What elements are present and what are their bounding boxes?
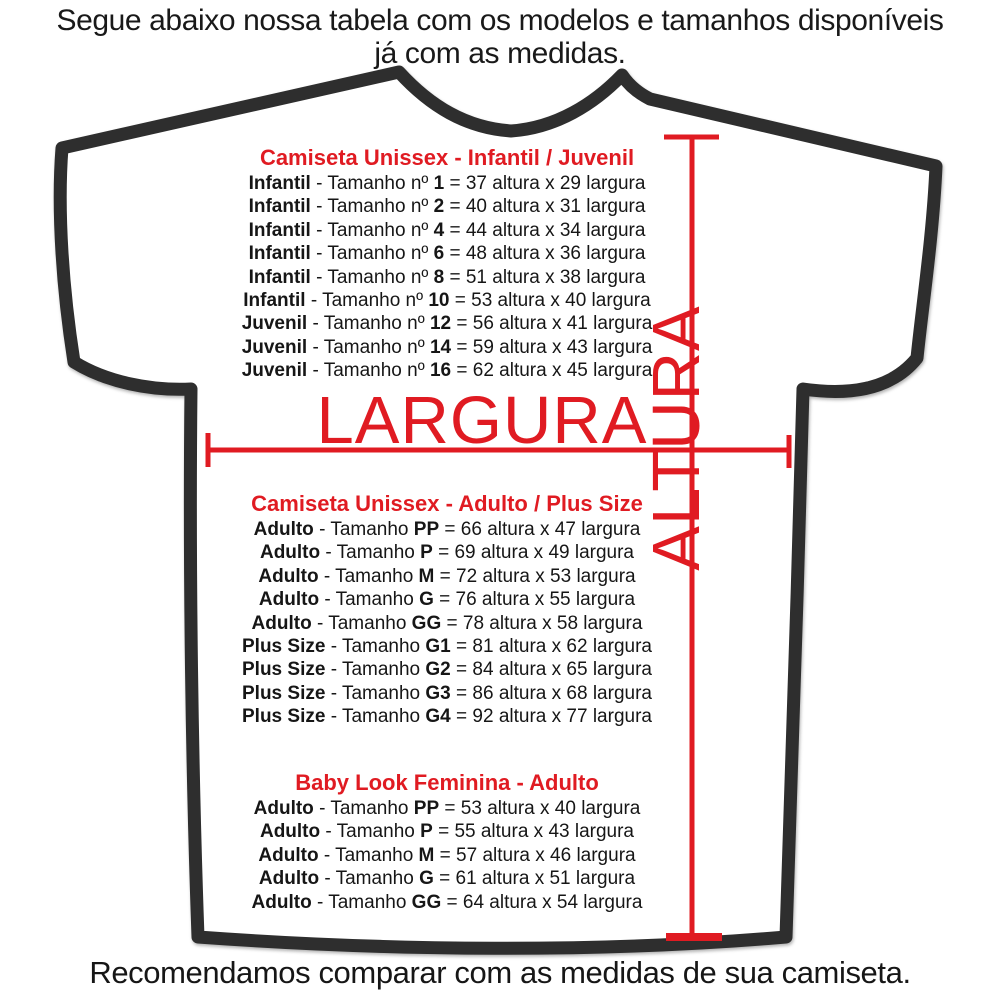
size-row-size: 12 bbox=[429, 313, 452, 335]
size-row-label: Adulto bbox=[251, 612, 312, 634]
size-row-mid: - Tamanho bbox=[318, 565, 419, 587]
size-row-label: Juvenil bbox=[241, 360, 308, 382]
size-row-mid: - Tamanho nº bbox=[307, 336, 430, 358]
section-rows bbox=[190, 518, 704, 729]
size-row-rest: = 53 altura x 40 largura bbox=[439, 798, 641, 819]
size-row bbox=[190, 359, 704, 382]
page-title-line1: Segue abaixo nossa tabela com os modelos e tamanhos disponíveis bbox=[56, 4, 944, 37]
size-row-label: Adulto bbox=[251, 891, 312, 913]
size-row-mid: - Tamanho bbox=[325, 659, 426, 681]
size-row-size: 16 bbox=[429, 360, 452, 382]
size-row bbox=[190, 518, 704, 541]
size-row bbox=[190, 195, 704, 218]
size-row-rest: = 51 altura x 38 largura bbox=[444, 266, 646, 288]
page-title-line2: já com as medidas. bbox=[374, 37, 626, 70]
size-row-size: 14 bbox=[429, 336, 452, 358]
size-row bbox=[190, 541, 704, 564]
size-row-rest: = 64 altura x 54 largura bbox=[441, 891, 643, 913]
size-row-mid: - Tamanho bbox=[319, 589, 420, 611]
size-row bbox=[190, 289, 704, 312]
size-row-mid: - Tamanho nº bbox=[310, 196, 434, 218]
size-row-label: Adulto bbox=[259, 821, 321, 843]
size-table-infantil-juvenil bbox=[190, 146, 704, 383]
size-row-rest: = 78 altura x 58 largura bbox=[441, 612, 643, 634]
size-row-label: Plus Size bbox=[242, 659, 326, 681]
size-row-size: PP bbox=[413, 519, 440, 540]
size-row-label: Adulto bbox=[259, 542, 321, 564]
size-row bbox=[190, 867, 704, 890]
size-row bbox=[190, 820, 704, 843]
section-rows bbox=[190, 797, 704, 914]
size-row-size: G1 bbox=[425, 636, 451, 658]
size-row-mid: - Tamanho nº bbox=[310, 266, 434, 288]
size-row-mid: - Tamanho bbox=[313, 519, 414, 540]
size-row-rest: = 44 altura x 34 largura bbox=[444, 219, 646, 241]
size-row-mid: - Tamanho nº bbox=[307, 313, 430, 335]
footer-note: Recomendamos comparar com as medidas de sua camiseta. bbox=[89, 955, 911, 990]
section-title: Baby Look Feminina - Adulto bbox=[295, 770, 599, 795]
size-row-rest: = 92 altura x 77 largura bbox=[450, 706, 652, 728]
size-row-label: Adulto bbox=[258, 844, 319, 866]
size-row-rest: = 76 altura x 55 largura bbox=[433, 589, 636, 611]
size-row-label: Infantil bbox=[243, 290, 306, 312]
size-row bbox=[190, 336, 704, 359]
size-row-mid: - Tamanho nº bbox=[310, 243, 434, 265]
size-row-mid: - Tamanho nº bbox=[307, 360, 430, 382]
size-row-label: Adulto bbox=[258, 868, 320, 890]
size-row-size: P bbox=[420, 542, 433, 564]
size-row-mid: - Tamanho bbox=[325, 636, 426, 658]
size-row bbox=[190, 565, 704, 588]
size-row-size: M bbox=[418, 844, 435, 866]
size-row-size: 10 bbox=[428, 290, 450, 312]
size-row-size: GG bbox=[411, 891, 442, 913]
size-row-mid: - Tamanho bbox=[325, 706, 426, 728]
size-row-label: Adulto bbox=[258, 589, 320, 611]
largura-label: LARGURA bbox=[316, 383, 648, 458]
size-row bbox=[190, 312, 704, 335]
size-row bbox=[190, 658, 704, 681]
section-title: Camiseta Unissex - Infantil / Juvenil bbox=[259, 145, 635, 170]
size-row-size: 6 bbox=[433, 243, 445, 265]
size-row-size: P bbox=[420, 821, 433, 843]
size-row-size: 8 bbox=[433, 266, 445, 288]
size-row-mid: - Tamanho bbox=[320, 542, 421, 564]
size-row-size: G bbox=[419, 589, 434, 611]
section-rows bbox=[190, 172, 704, 383]
size-row-mid: - Tamanho bbox=[318, 844, 419, 866]
size-row-rest: = 40 altura x 31 largura bbox=[444, 196, 646, 218]
size-row-label: Adulto bbox=[253, 519, 314, 540]
size-row-rest: = 61 altura x 51 largura bbox=[433, 868, 636, 890]
size-row-rest: = 86 altura x 68 largura bbox=[450, 682, 652, 704]
size-row-mid: - Tamanho bbox=[320, 821, 421, 843]
size-row-rest: = 53 altura x 40 largura bbox=[449, 290, 651, 312]
size-row-rest: = 62 altura x 45 largura bbox=[451, 360, 653, 382]
size-row bbox=[190, 588, 704, 611]
size-row-rest: = 66 altura x 47 largura bbox=[439, 519, 641, 540]
size-row-label: Adulto bbox=[258, 565, 319, 587]
size-row-label: Plus Size bbox=[242, 636, 326, 658]
size-row-size: 1 bbox=[433, 173, 445, 194]
size-row-mid: - Tamanho nº bbox=[310, 219, 434, 241]
size-row bbox=[190, 844, 704, 867]
size-row bbox=[190, 797, 704, 820]
size-row-size: G4 bbox=[425, 706, 451, 728]
size-row bbox=[190, 705, 704, 728]
size-row-size: G bbox=[419, 868, 434, 890]
size-row bbox=[190, 242, 704, 265]
size-row-rest: = 55 altura x 43 largura bbox=[432, 821, 635, 843]
size-row-rest: = 57 altura x 46 largura bbox=[434, 844, 636, 866]
size-row-rest: = 37 altura x 29 largura bbox=[444, 173, 646, 194]
size-row-size: 4 bbox=[433, 219, 445, 241]
size-row bbox=[190, 266, 704, 289]
size-row-mid: - Tamanho bbox=[311, 891, 412, 913]
section-title: Camiseta Unissex - Adulto / Plus Size bbox=[251, 491, 643, 516]
size-row-size: M bbox=[418, 565, 435, 587]
size-row-label: Adulto bbox=[253, 798, 314, 819]
size-row-mid: - Tamanho nº bbox=[305, 290, 429, 312]
size-row-mid: - Tamanho nº bbox=[310, 173, 434, 194]
size-table-baby-look bbox=[190, 771, 704, 914]
size-row-rest: = 84 altura x 65 largura bbox=[450, 659, 652, 681]
size-row bbox=[190, 635, 704, 658]
size-table-adulto-plus-size bbox=[190, 492, 704, 729]
size-row-label: Infantil bbox=[248, 173, 311, 194]
size-row bbox=[190, 219, 704, 242]
size-row-size: G3 bbox=[425, 682, 451, 704]
size-row-mid: - Tamanho bbox=[325, 682, 426, 704]
size-row bbox=[190, 891, 704, 914]
size-row-size: G2 bbox=[425, 659, 451, 681]
size-row-label: Plus Size bbox=[242, 706, 326, 728]
size-row-size: 2 bbox=[433, 196, 445, 218]
size-row-rest: = 59 altura x 43 largura bbox=[451, 336, 653, 358]
size-row bbox=[190, 612, 704, 635]
size-row-rest: = 72 altura x 53 largura bbox=[434, 565, 636, 587]
size-row-size: GG bbox=[411, 612, 442, 634]
size-row-label: Infantil bbox=[248, 219, 311, 241]
size-row-rest: = 56 altura x 41 largura bbox=[451, 313, 653, 335]
size-row-label: Juvenil bbox=[241, 336, 308, 358]
size-row-mid: - Tamanho bbox=[319, 868, 420, 890]
altura-label: ALTURA bbox=[639, 305, 714, 571]
size-row-rest: = 48 altura x 36 largura bbox=[444, 243, 646, 265]
size-row bbox=[190, 172, 704, 195]
size-row-label: Plus Size bbox=[242, 682, 326, 704]
size-row-mid: - Tamanho bbox=[311, 612, 412, 634]
size-row-label: Infantil bbox=[248, 266, 311, 288]
size-row-rest: = 69 altura x 49 largura bbox=[432, 542, 635, 564]
size-row-label: Infantil bbox=[248, 196, 311, 218]
size-row bbox=[190, 682, 704, 705]
size-row-label: Infantil bbox=[248, 243, 311, 265]
size-row-label: Juvenil bbox=[241, 313, 308, 335]
size-row-rest: = 81 altura x 62 largura bbox=[450, 636, 652, 658]
size-row-size: PP bbox=[413, 798, 440, 819]
size-row-mid: - Tamanho bbox=[313, 798, 414, 819]
